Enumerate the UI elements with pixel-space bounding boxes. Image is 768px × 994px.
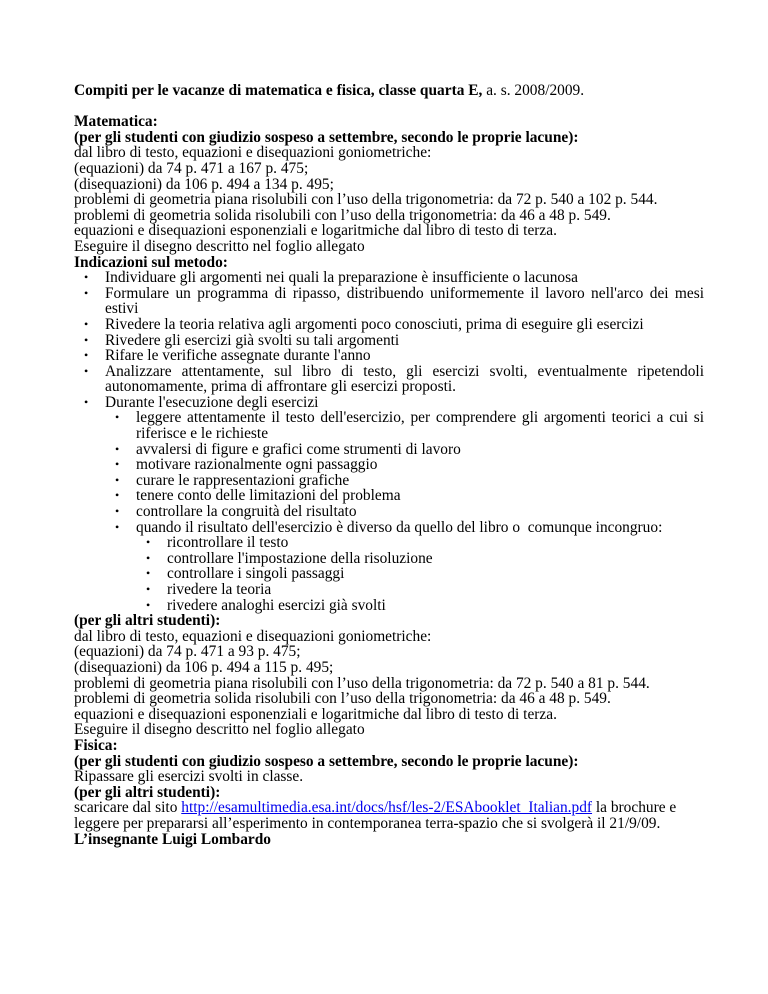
list-item: [74, 317, 704, 333]
esa-booklet-link[interactable]: http://esamultimedia.esa.int/docs/hsf/les-2/ESAbooklet_Italian.pdf: [181, 799, 593, 817]
list-item-text: leggere attentamente il testo dell'esercizio, per comprendere gli argomenti teorici a cui si riferisce e le richieste: [136, 409, 704, 443]
text-line: dal libro di testo, equazioni e disequazioni goniometriche:: [74, 144, 432, 162]
bullet-icon: •: [115, 504, 120, 519]
text-line: Eseguire il disegno descritto nel foglio allegato: [74, 721, 365, 739]
list-item: [105, 442, 704, 458]
list-item-text: Individuare gli argomenti nei quali la preparazione è insufficiente o lacunosa: [105, 269, 578, 287]
fisica-altri-heading: (per gli altri studenti):: [74, 783, 221, 801]
text-line: problemi di geometria piana risolubili con l’uso della trigonometria: da 72 p. 540 a 102 p. 544.: [74, 191, 658, 209]
matematica-altri-heading: (per gli altri studenti):: [74, 612, 221, 630]
list-item-text: motivare razionalmente ogni passaggio: [136, 456, 378, 474]
list-item: [105, 410, 704, 441]
list-item-text: Durante l'esecuzione degli esercizi: [105, 393, 319, 411]
bullet-icon: •: [115, 472, 120, 487]
list-item: [74, 348, 704, 364]
text-line: equazioni e disequazioni esponenziali e logaritmiche dal libro di testo di terza.: [74, 705, 557, 723]
bullet-icon: •: [84, 316, 89, 331]
title-rest: a. s. 2008/2009.: [482, 82, 585, 99]
list-item: [74, 395, 704, 613]
list-item-text: ricontrollare il testo: [167, 534, 289, 552]
list-item-text: controllare i singoli passaggi: [167, 565, 345, 583]
list-item-text: avvalersi di figure e grafici come strumenti di lavoro: [136, 440, 461, 458]
title-bold: Compiti per le vacanze di matematica e fisica, classe quarta E,: [74, 82, 483, 99]
durante-list: [105, 410, 704, 613]
list-item-text: Rivedere la teoria relativa agli argomenti poco conosciuti, prima di eseguire gli esercizi: [105, 315, 644, 333]
list-item-text: Rivedere gli esercizi già svolti su tali argomenti: [105, 331, 400, 349]
bullet-icon: •: [84, 332, 89, 347]
bullet-icon: •: [115, 410, 120, 425]
document-title: [74, 83, 704, 99]
list-item: [105, 473, 704, 489]
bullet-icon: •: [146, 550, 151, 565]
fisica-sospeso-heading: (per gli studenti con giudizio sospeso a settembre, secondo le proprie lacune):: [74, 752, 579, 770]
matematica-sospeso-heading: (per gli studenti con giudizio sospeso a settembre, secondo le proprie lacune):: [74, 128, 579, 146]
text-line: equazioni e disequazioni esponenziali e logaritmiche dal libro di testo di terza.: [74, 222, 557, 240]
text-line: problemi di geometria piana risolubili con l’uso della trigonometria: da 72 p. 540 a 81 p. 544.: [74, 674, 650, 692]
list-item: [105, 488, 704, 504]
list-item-text: Rifare le verifiche assegnate durante l'anno: [105, 347, 371, 365]
list-item: [136, 566, 704, 582]
bullet-icon: •: [115, 488, 120, 503]
list-item: [74, 364, 704, 395]
list-item-text: rivedere analoghi esercizi già svolti: [167, 596, 386, 614]
matematica-altri-list: [74, 629, 704, 738]
bullet-icon: •: [84, 285, 89, 300]
metodo-heading: Indicazioni sul metodo:: [74, 253, 228, 271]
list-item-text: curare le rappresentazioni grafiche: [136, 471, 350, 489]
list-item-text: quando il risultato dell'esercizio è diverso da quello del libro o comunque incongruo:: [136, 518, 663, 536]
spacer: [74, 99, 704, 115]
bullet-icon: •: [84, 348, 89, 363]
text-line: problemi di geometria solida risolubili con l’uso della trigonometria: da 46 a 48 p. 549.: [74, 690, 611, 708]
fisica-altri-post: la brochure e leggere per prepararsi all’esperimento in contemporanea terra-spazio che si svolgerà il 21/9/09.: [74, 799, 677, 832]
bullet-icon: •: [115, 441, 120, 456]
document-body: [74, 83, 704, 847]
matematica-heading: Matematica:: [74, 113, 158, 131]
fisica-altri-text: [74, 800, 704, 831]
list-item: [136, 535, 704, 551]
list-item: [136, 582, 704, 598]
metodo-list: [74, 270, 704, 613]
text-line: (equazioni) da 74 p. 471 a 167 p. 475;: [74, 159, 309, 177]
fisica-heading: Fisica:: [74, 736, 118, 754]
list-item: [74, 270, 704, 286]
list-item: [136, 551, 704, 567]
text-line: (equazioni) da 74 p. 471 a 93 p. 475;: [74, 643, 301, 661]
list-item-text: controllare la congruità del risultato: [136, 503, 357, 521]
bullet-icon: •: [84, 270, 89, 285]
list-item-text: Analizzare attentamente, sul libro di testo, gli esercizi svolti, eventualmente ripetendoli autonomamente, prima di affrontare gli esercizi proposti.: [105, 362, 704, 396]
bullet-icon: •: [146, 597, 151, 612]
bullet-icon: •: [146, 535, 151, 550]
text-line: dal libro di testo, equazioni e disequazioni goniometriche:: [74, 627, 432, 645]
matematica-sospeso-list: [74, 145, 704, 254]
bullet-icon: •: [84, 394, 89, 409]
signature: L’insegnante Luigi Lombardo: [74, 830, 271, 848]
list-item: [105, 504, 704, 520]
bullet-icon: •: [115, 519, 120, 534]
text-line: Eseguire il disegno descritto nel foglio allegato: [74, 237, 365, 255]
list-item-text: controllare l'impostazione della risoluzione: [167, 549, 433, 567]
list-item-text: tenere conto delle limitazioni del problema: [136, 487, 401, 505]
bullet-icon: •: [84, 363, 89, 378]
list-item: [105, 520, 704, 614]
fisica-altri-pre: scaricare dal sito: [74, 799, 182, 817]
list-item: [74, 333, 704, 349]
incongruo-list: [136, 535, 704, 613]
text-line: problemi di geometria solida risolubili con l’uso della trigonometria: da 46 a 48 p. 549.: [74, 206, 611, 224]
list-item: [136, 598, 704, 614]
list-item: [105, 457, 704, 473]
list-item-text: rivedere la teoria: [167, 581, 272, 598]
bullet-icon: •: [146, 566, 151, 581]
bullet-icon: •: [115, 457, 120, 472]
list-item-text: Formulare un programma di ripasso, distribuendo uniformemente il lavoro nell'arco dei mesi estivi: [105, 284, 704, 318]
bullet-icon: •: [146, 582, 151, 596]
list-item: [74, 286, 704, 317]
text-line: (disequazioni) da 106 p. 494 a 115 p. 495;: [74, 658, 334, 676]
fisica-sospeso-text: Ripassare gli esercizi svolti in classe.: [74, 768, 304, 786]
text-line: (disequazioni) da 106 p. 494 a 134 p. 495;: [74, 175, 334, 193]
